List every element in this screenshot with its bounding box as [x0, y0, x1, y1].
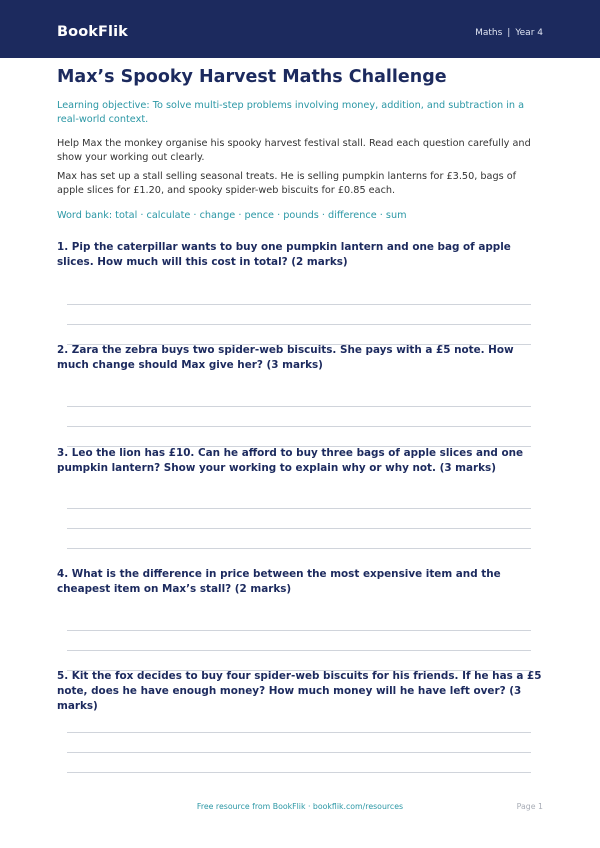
answer-line[interactable] [67, 772, 531, 773]
answer-line[interactable] [67, 426, 531, 427]
answer-line[interactable] [67, 732, 531, 733]
question-5: 5. Kit the fox decides to buy four spider-web biscuits for his friends. If he has a £5 note, does he have enough money? How much money will he have left over? (3 marks) [57, 670, 542, 712]
header-meta [475, 26, 543, 40]
learning-objective: Learning objective: To solve multi-step problems involving money, addition, and subtraction in a real-world context. [57, 100, 525, 125]
page-number: Page 1 [516, 802, 543, 811]
page-header [0, 0, 600, 58]
footer-text: Free resource from BookFlik · bookflik.com/resources [196, 802, 404, 811]
question-3: 3. Leo the lion has £10. Can he afford to buy three bags of apple slices and one pumpkin lantern? Show your working to explain why or why not. (3 marks) [57, 447, 524, 474]
header-separator: | [507, 28, 511, 38]
question-4: 4. What is the difference in price between the most expensive item and the cheapest item on Max’s stall? (2 marks) [57, 568, 501, 595]
year-label: Year 4 [515, 28, 543, 38]
subject-label: Maths [475, 28, 503, 38]
question-2: 2. Zara the zebra buys two spider-web biscuits. She pays with a £5 note. How much change should Max give her? (3 marks) [57, 344, 514, 371]
answer-line[interactable] [67, 752, 531, 753]
answer-line[interactable] [67, 324, 531, 325]
answer-line[interactable] [67, 304, 531, 305]
intro-paragraph-prices: Max has set up a stall selling seasonal treats. He is selling pumpkin lanterns for £3.50, bags of apple slices for £1.20, and spooky spider-web biscuits for £0.85 each. [57, 171, 517, 196]
answer-line[interactable] [67, 650, 531, 651]
answer-line[interactable] [67, 630, 531, 631]
answer-line[interactable] [67, 548, 531, 549]
answer-line[interactable] [67, 508, 531, 509]
word-bank: Word bank: total · calculate · change · pence · pounds · difference · sum [57, 210, 407, 221]
page-title: Max’s Spooky Harvest Maths Challenge [57, 67, 447, 87]
question-1: 1. Pip the caterpillar wants to buy one pumpkin lantern and one bag of apple slices. How much will this cost in total? (2 marks) [57, 241, 511, 268]
intro-paragraph: Help Max the monkey organise his spooky harvest festival stall. Read each question carefully and show your working out clearly. [57, 138, 531, 163]
answer-line[interactable] [67, 528, 531, 529]
brand-logo-text: BookFlik [57, 24, 128, 40]
answer-line[interactable] [67, 406, 531, 407]
